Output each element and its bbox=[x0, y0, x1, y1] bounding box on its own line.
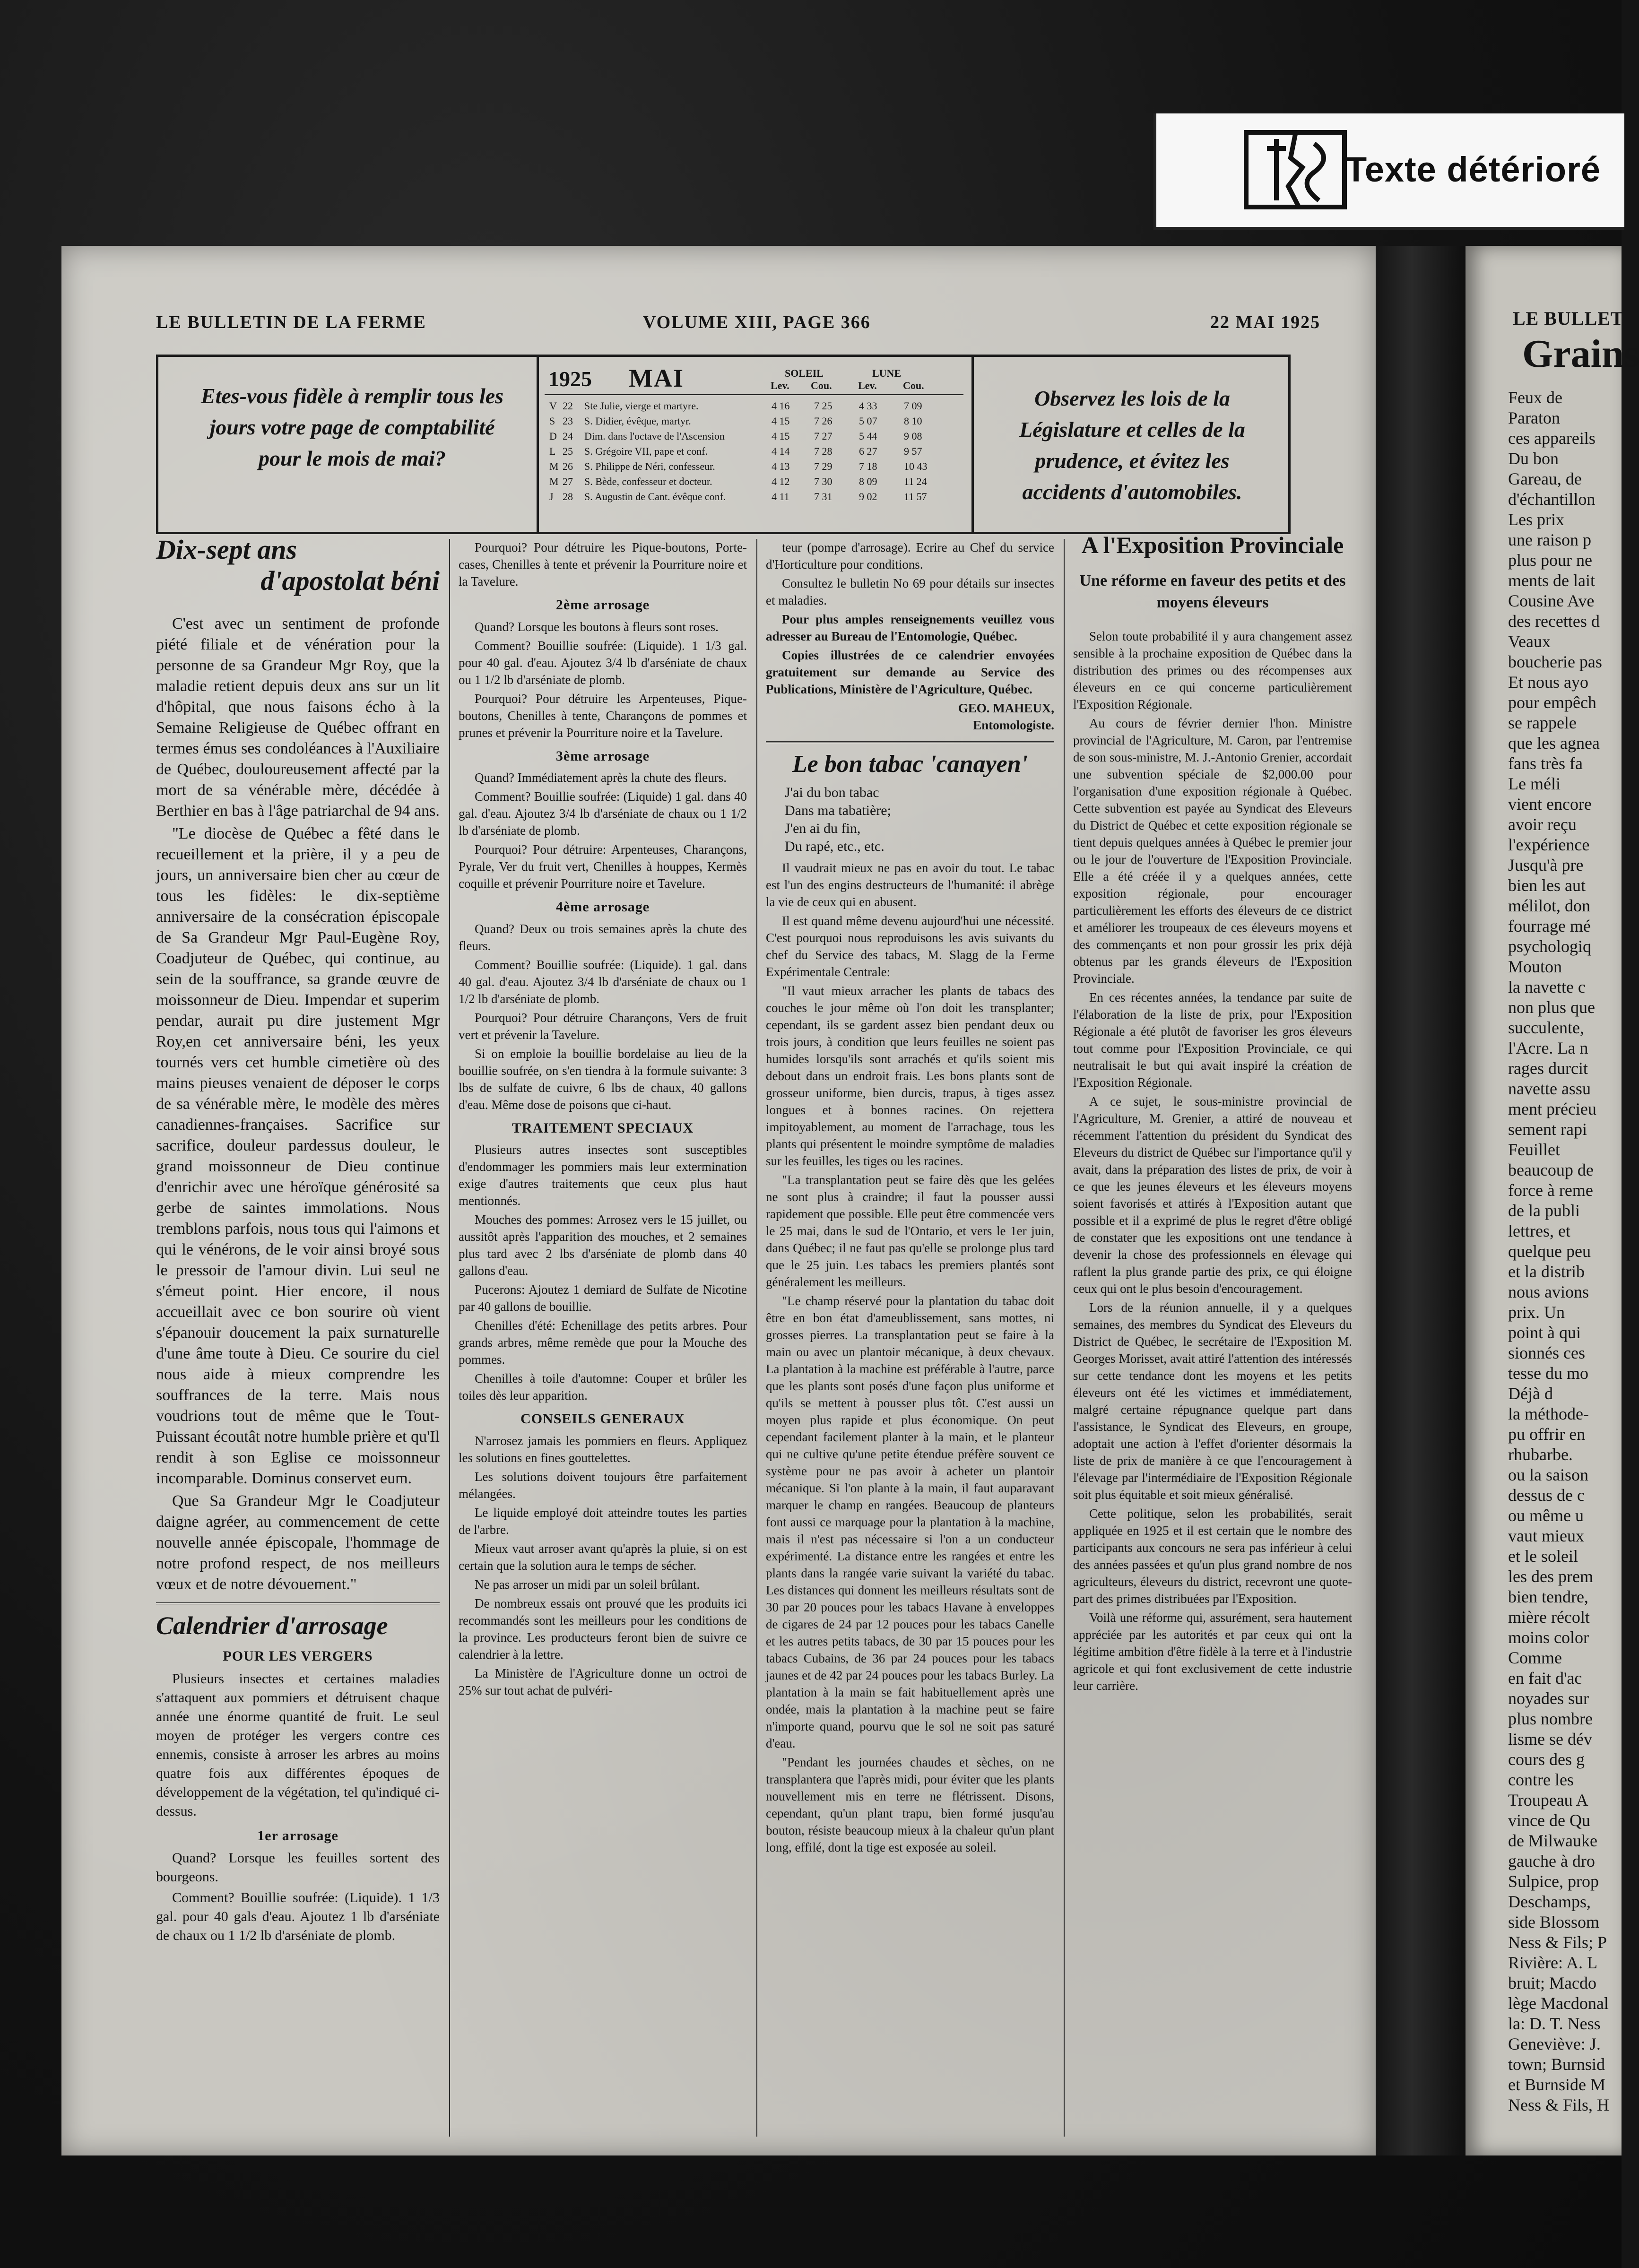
calendar-cell-sl: 4 11 bbox=[772, 491, 789, 502]
adjacent-page-line: non plus que bbox=[1508, 998, 1595, 1017]
adjacent-page-line: beaucoup de bbox=[1508, 1160, 1594, 1179]
arrosage-paragraph: Pourquoi? Pour détruire les Arpenteuses, Pique-boutons, Chenilles à tente, Charançons de pommes et prunes et prévenir la Pourriture noire et la Tavelure. bbox=[459, 691, 747, 740]
adjacent-page-line: Jusqu'à pre bbox=[1508, 856, 1584, 874]
adjacent-page-line: cours des g bbox=[1508, 1750, 1585, 1769]
calendar-cell-n: 24 bbox=[563, 430, 573, 442]
column-divider bbox=[449, 539, 450, 2137]
poem-line: J'ai du bon tabac bbox=[785, 785, 879, 800]
adjacent-page-line: contre les bbox=[1508, 1770, 1574, 1789]
calendar-soleil-heading: SOLEIL bbox=[785, 367, 824, 379]
adjacent-page-line: prix. Un bbox=[1508, 1303, 1565, 1322]
calendar-rule bbox=[545, 394, 963, 395]
calendar-cell-lc: 11 24 bbox=[904, 476, 927, 487]
calendar-cell-saint: Dim. dans l'octave de l'Ascension bbox=[584, 430, 725, 442]
adjacent-page-line: une raison p bbox=[1508, 530, 1591, 549]
subheading-1er-arrosage: 1er arrosage bbox=[257, 1827, 338, 1844]
adjacent-page-line: Du bon bbox=[1508, 449, 1559, 468]
entomology-paragraph: Consultez le bulletin No 69 pour détails sur insectes et maladies. bbox=[766, 576, 1054, 607]
adjacent-page-line: Les prix bbox=[1508, 510, 1564, 529]
calendar-cell-ll: 8 09 bbox=[859, 476, 877, 487]
subheading-traitement: TRAITEMENT SPECIAUX bbox=[512, 1120, 694, 1136]
calendar-cell-d: M bbox=[549, 476, 559, 487]
arrosage-paragraph: Quand? Deux ou trois semaines après la chute des fleurs. bbox=[459, 921, 747, 953]
adjacent-page-line: et le soleil bbox=[1508, 1547, 1578, 1566]
adjacent-page-line: town; Burnsid bbox=[1508, 2055, 1605, 2074]
torn-page-icon bbox=[1243, 130, 1347, 210]
calendar-row bbox=[545, 489, 965, 504]
adjacent-page-line: vince de Qu bbox=[1508, 1811, 1590, 1830]
calendar-lune-heading: LUNE bbox=[872, 367, 902, 379]
adjacent-page-line: Ness & Fils, H bbox=[1508, 2095, 1610, 2114]
calendar-cell-d: L bbox=[549, 445, 556, 457]
signature-title: Entomologiste. bbox=[973, 718, 1054, 732]
calendar-cell-saint: S. Augustin de Cant. évêque conf. bbox=[584, 491, 726, 502]
adjacent-page-line: Paraton bbox=[1508, 408, 1560, 427]
adjacent-page-line: pu offrir en bbox=[1508, 1425, 1586, 1444]
adjacent-page-line: dessus de c bbox=[1508, 1486, 1585, 1505]
tabac-paragraph: "Il vaut mieux arracher les plants de tabacs des couches le jour même où l'on doit les transplanter; cependant, ils se gardent assez bien pendant deux ou trois jours, à condition que leurs feuilles ne soient pas humides lorsqu'ils sont arrachés et qu'ils soient mis debout dans un endroit frais. Les bons plants sont de grosseur uniforme, bien durcis, trapus, à tiges assez longues et à bonnes racines. On rejettera impitoyablement, au moment de l'arrachage, tous les plants qui présentent le moindre symptôme de maladies sur les feuilles, les tiges ou les racines. bbox=[766, 984, 1054, 1168]
adjacent-page-line: de Milwauke bbox=[1508, 1831, 1597, 1850]
adjacent-page-line: Sulpice, prop bbox=[1508, 1872, 1599, 1891]
exposition-paragraph: Cette politique, selon les probabilités, serait appliquée en 1925 et il est certain que le nombre des participants aux concours ne sera pas inférieur à celui des années passées et qu'un plus grand nombre de nos agriculteurs, éleveurs du district, recevront une quote-part des primes distribuées par l'Exposition. bbox=[1073, 1506, 1352, 1606]
adjacent-page-line: Feuillet bbox=[1508, 1140, 1560, 1159]
adjacent-page-line: tesse du mo bbox=[1508, 1364, 1588, 1383]
header-publication: LE BULLETIN DE LA FERME bbox=[156, 312, 426, 332]
column-rule bbox=[766, 741, 1054, 743]
adjacent-page-line: sionnés ces bbox=[1508, 1343, 1585, 1362]
adjacent-page-line: ou même u bbox=[1508, 1506, 1584, 1525]
adjacent-page-line: des recettes d bbox=[1508, 612, 1600, 631]
adjacent-page-line: l'expérience bbox=[1508, 835, 1590, 854]
article-title-apostolat-2: d'apostolat béni bbox=[260, 565, 440, 596]
exposition-paragraph: Selon toute probabilité il y aura changement assez sensible à la prochaine exposition de Québec dans la distribution des primes ou des récompenses aux éleveurs en ce qui concerne particulièrement l'Exposition Régionale. bbox=[1073, 629, 1352, 711]
adjacent-page-line: Comme bbox=[1508, 1648, 1562, 1667]
calendar-cell-sl: 4 12 bbox=[772, 476, 790, 487]
adjacent-page-header: LE BULLET bbox=[1513, 308, 1624, 329]
calendar-cell-sc: 7 25 bbox=[814, 400, 833, 412]
column-2 bbox=[459, 539, 747, 1701]
calendar-cell-lc: 8 10 bbox=[904, 415, 922, 427]
adjacent-page-line: plus nombre bbox=[1508, 1709, 1593, 1728]
subheading-3eme-arrosage: 3ème arrosage bbox=[555, 748, 650, 764]
calendar-cell-n: 27 bbox=[563, 476, 573, 487]
calendar-cell-n: 26 bbox=[563, 460, 573, 472]
calendar-cell-lc: 9 08 bbox=[904, 430, 922, 442]
calendar-cell-d: M bbox=[549, 460, 559, 472]
adjacent-page-line: se rappele bbox=[1508, 713, 1577, 732]
calendar-cell-ll: 5 07 bbox=[859, 415, 877, 427]
adjacent-page-line: rhubarbe. bbox=[1508, 1445, 1573, 1464]
adjacent-page-line: moins color bbox=[1508, 1628, 1589, 1647]
calendar-cell-ll: 4 33 bbox=[859, 400, 877, 412]
adjacent-page-line: psychologiq bbox=[1508, 937, 1591, 956]
arrosage-paragraph: Mieux vaut arroser avant qu'après la pluie, si on est certain que la solution aura le temps de sécher. bbox=[459, 1541, 747, 1573]
calendar-cell-sl: 4 16 bbox=[772, 400, 790, 412]
adjacent-page-line: et la distrib bbox=[1508, 1262, 1585, 1281]
adjacent-page-line: nous avions bbox=[1508, 1282, 1589, 1301]
calendar-cell-ll: 5 44 bbox=[859, 430, 877, 442]
adjacent-page-line: mière récolt bbox=[1508, 1608, 1590, 1627]
adjacent-page-line: vient encore bbox=[1508, 795, 1592, 814]
arrosage-paragraph: La Ministère de l'Agriculture donne un octroi de 25% sur tout achat de pulvéri- bbox=[459, 1666, 747, 1697]
poem-line: J'en ai du fin, bbox=[785, 821, 861, 836]
adjacent-page-line: Déjà d bbox=[1508, 1384, 1553, 1403]
adjacent-page-line: Geneviève: J. bbox=[1508, 2034, 1601, 2053]
may-calendar bbox=[539, 357, 969, 532]
adjacent-page-line: les des prem bbox=[1508, 1567, 1593, 1586]
signature-name: GEO. MAHEUX, bbox=[958, 701, 1054, 715]
calendar-cell-sc: 7 26 bbox=[814, 415, 833, 427]
adjacent-page-line: boucherie pas bbox=[1508, 652, 1602, 671]
adjacent-page-line: la navette c bbox=[1508, 978, 1586, 996]
adjacent-page-line: lettres, et bbox=[1508, 1221, 1570, 1240]
arrosage-paragraph: Mouches des pommes: Arrosez vers le 15 juillet, ou aussitôt après l'apparition des mouches, et 2 semaines plus tard avec 2 lbs d'arséniate de plomb dans 40 gallons d'eau. bbox=[459, 1212, 747, 1278]
adjacent-page-line: avoir reçu bbox=[1508, 815, 1577, 834]
calendar-row bbox=[545, 429, 965, 444]
adjacent-page-line: Troupeau A bbox=[1508, 1791, 1588, 1809]
tabac-paragraph: Il est quand même devenu aujourd'hui une nécessité. C'est pourquoi nous reproduisons les avis suivants du chef du Service des tabacs, M. Slagg de la Ferme Expérimentale Centrale: bbox=[766, 914, 1054, 979]
arrosage-paragraph: Les solutions doivent toujours être parfaitement mélangées. bbox=[459, 1469, 747, 1501]
calendar-cell-lc: 10 43 bbox=[904, 460, 928, 472]
adjacent-page-line: fans très fa bbox=[1508, 754, 1583, 773]
calendar-cell-saint: Ste Julie, vierge et martyre. bbox=[584, 400, 699, 412]
calendar-cell-sc: 7 27 bbox=[814, 430, 833, 442]
arrosage-paragraph: Ne pas arroser un midi par un soleil brûlant. bbox=[475, 1577, 700, 1592]
calendar-cell-n: 22 bbox=[563, 400, 573, 412]
tabac-poem bbox=[785, 784, 1054, 856]
adjacent-page-line: bien les aut bbox=[1508, 876, 1586, 895]
adjacent-page-line: Mouton bbox=[1508, 957, 1562, 976]
adjacent-page-line: bien tendre, bbox=[1508, 1587, 1588, 1606]
apostolat-paragraph: "Le diocèse de Québec a fêté dans le recueillement et la prière, il y a peu de jours, un anniversaire bien cher au cœur de tous les fidèles: le dix-septième anniversaire de la consécration épiscopale de Sa Grandeur Mgr Paul-Eugène Roy, Coadjuteur de Québec, qui continue, au sein de la souffrance, sa grande œuvre de moissonneur de Dieu. Impendar et superim pendar, aurait pu dire justement Mgr Roy,en cet anniversaire béni, les yeux tournés vers cet humble cimetière où des mains pieuses venaient de déposer le corps de sa vénérable mère, le modèle des mères canadiennes-françaises. Sacrifice sur sacrifice, douleur pardessus douleur, le grand moissonneur de Dieu continue d'enrichir avec une héroïque générosité sa gerbe de saintes immolations. Nous tremblons parfois, nous tous qui l'aimons et qui le vénérons, de le voir ainsi broyé sous le pressoir de l'amour divin. Lui seul ne s'émeut point. Hier encore, il nous accueillait avec ce bon sourire où vient s'épanouir doucement la paix surnaturelle d'une âme toute à Dieu. Ce sourire du ciel nous aide à mieux comprendre les souffrances de la terre. Mais nous voudrions tout de même que le Tout-Puissant écoutât notre humble prière et qu'Il rendit à son Eglise ce moissonneur incomparable. Dominus conservet eum. bbox=[156, 825, 440, 1487]
top-banner bbox=[156, 355, 1291, 534]
calendar-cell-lc: 9 57 bbox=[904, 445, 922, 457]
adjacent-page-line: que les agnea bbox=[1508, 734, 1600, 753]
entomology-paragraph: Pour plus amples renseignements veuillez vous adresser au Bureau de l'Entomologie, Québec. bbox=[766, 612, 1054, 643]
header-volume: VOLUME XIII, PAGE 366 bbox=[643, 312, 871, 332]
deteriorated-text-stamp bbox=[1153, 113, 1624, 230]
calendar-cell-sl: 4 14 bbox=[772, 445, 790, 457]
adjacent-page-line: point à qui bbox=[1508, 1323, 1581, 1342]
adjacent-page-line: succulente, bbox=[1508, 1018, 1584, 1037]
arrosage-paragraph: Plusieurs autres insectes sont susceptibles d'endommager les pommiers mais leur extermination exige d'autres traitements que ceux plus haut mentionnés. bbox=[459, 1143, 747, 1208]
adjacent-page-line: quelque peu bbox=[1508, 1242, 1591, 1261]
calendar-row bbox=[545, 398, 965, 414]
adjacent-page-line: Gareau, de bbox=[1508, 469, 1582, 488]
poem-line: Du rapé, etc., etc. bbox=[785, 839, 885, 854]
calendar-cell-n: 25 bbox=[563, 445, 573, 457]
adjacent-page-line: ments de lait bbox=[1508, 571, 1595, 590]
calendar-cell-n: 23 bbox=[563, 415, 573, 427]
calendar-cell-lc: 7 09 bbox=[904, 400, 922, 412]
calendar-sub-lev-2: Lev. bbox=[858, 380, 877, 391]
calendar-cell-sl: 4 15 bbox=[772, 415, 790, 427]
adjacent-page-line: Le méli bbox=[1508, 774, 1561, 793]
calendar-cell-saint: S. Philippe de Néri, confesseur. bbox=[584, 460, 715, 472]
adjacent-page-title: Grains bbox=[1522, 332, 1639, 376]
article-title-apostolat-1: Dix-sept ans bbox=[156, 534, 297, 565]
calendar-year: 1925 bbox=[548, 367, 592, 391]
calendar-cell-sc: 7 29 bbox=[814, 460, 833, 472]
subheading-vergers: POUR LES VERGERS bbox=[223, 1648, 373, 1664]
reminder-box-left bbox=[158, 357, 539, 532]
adjacent-page-text bbox=[1508, 388, 1631, 2115]
apostolat-paragraph: Que Sa Grandeur Mgr le Coadjuteur daigne agréer, au commencement de cette nouvelle année épiscopale, l'hommage de notre profond respect, de nos meilleurs vœux et de notre dévouement." bbox=[156, 1492, 440, 1593]
adjacent-page-line: lisme se dév bbox=[1508, 1730, 1592, 1749]
adjacent-page-line: en fait d'ac bbox=[1508, 1669, 1582, 1688]
column-4 bbox=[1073, 529, 1352, 1696]
adjacent-page-line: navette assu bbox=[1508, 1079, 1591, 1098]
article-title-calendrier: Calendrier d'arrosage bbox=[156, 1611, 388, 1640]
calendar-cell-sc: 7 28 bbox=[814, 445, 833, 457]
poem-line: Dans ma tabatière; bbox=[785, 803, 891, 818]
subheading-2eme-arrosage: 2ème arrosage bbox=[555, 597, 650, 613]
adjacent-page-line: de la publi bbox=[1508, 1201, 1580, 1220]
column-divider bbox=[1064, 539, 1065, 2137]
calendar-cell-ll: 9 02 bbox=[859, 491, 877, 502]
newspaper-page bbox=[61, 246, 1376, 2155]
reminder-left-text: Etes-vous fidèle à remplir tous les jours votre page de comptabilité pour le mois de mai? bbox=[200, 384, 504, 470]
subheading-conseils: CONSEILS GENERAUX bbox=[520, 1411, 685, 1427]
adjacent-page-line: mélilot, don bbox=[1508, 896, 1590, 915]
calendrier-paragraph: Comment? Bouillie soufrée: (Liquide). 1 1/3 gal. pour 40 gals d'eau. Ajoutez 1 lb d'arséniate de chaux ou 1 1/2 lb d'arséniate de plomb. bbox=[156, 1890, 440, 1943]
adjacent-page-line: ces appareils bbox=[1508, 429, 1596, 448]
calendar-cell-saint: S. Grégoire VII, pape et conf. bbox=[584, 445, 708, 457]
article-title-tabac: Le bon tabac 'canayen' bbox=[792, 751, 1028, 778]
calendar-cell-ll: 7 18 bbox=[859, 460, 877, 472]
stamp-label: Texte détérioré bbox=[1345, 150, 1601, 189]
calendar-cell-saint: S. Bède, confesseur et docteur. bbox=[584, 476, 712, 487]
apostolat-paragraph: C'est avec un sentiment de profonde piété filiale et de vénération pour la personne de sa Grandeur Mgr Roy, que la maladie retient depuis deux ans sur un lit d'hôpital, que nous faisons écho à la Semaine Religieuse de Québec offrant en termes émus ses condoléances à l'Auxiliaire de Québec, douloureusement affecté par la mort de sa vénérable mère, décédée à Berthier en bas à l'âge patriarchal de 94 ans. bbox=[156, 615, 440, 820]
arrosage-paragraph: Pourquoi? Pour détruire les Pique-boutons, Porte-cases, Chenilles à tente et prévenir la Pourriture noire et la Tavelure. bbox=[459, 540, 747, 589]
calendar-sub-cou-2: Cou. bbox=[903, 380, 924, 391]
calendar-cell-ll: 6 27 bbox=[859, 445, 877, 457]
adjacent-page-line: rages durcit bbox=[1508, 1059, 1588, 1078]
adjacent-page-line: bruit; Macdo bbox=[1508, 1974, 1596, 1992]
exposition-paragraph: Voilà une réforme qui, assurément, sera hautement appréciée par les autorités et par ceux qui ont la légitime ambition d'être fidèle à la terre et à l'industrie agricole et qui font exclusivement de cette industrie leur carrière. bbox=[1073, 1610, 1352, 1693]
column-1 bbox=[156, 534, 440, 1947]
tabac-paragraph: "Le champ réservé pour la plantation du tabac doit être en bon état d'ameublissement, sans mottes, ni grosses pierres. La transplantation peut se faire à la main ou avec un plantoir mécanique, à deux chevaux. La plantation à la machine est préférable à l'autre, parce que les plants sont posés d'une façon plus uniforme et qu'ils se mettent à pousser plus tôt. C'est aussi un moyen plus rapide et plus économique. On peut cependant facilement planter à la main, et le planteur qui ne cultive qu'une petite étendue préfère souvent ce système pour ne pas avoir à acheter un plantoir mécanique. Si l'on plante à la main, il faut auparavant marquer le champ en rangées. Beaucoup de planteurs font aussi ce marquage pour la plantation à la machine, mais il n'est pas nécessaire si l'on a un conducteur expérimenté. La distance entre les rangées et entre les plants dans la rangée varie suivant la variété du tabac. Les distances qui donnent les meilleurs résultats sont de 30 par 20 pouces pour les tabacs Havane à enveloppes de cigares de 24 par 12 pouces pour les tabacs Canelle et les autres petits tabacs, de 30 par 15 pouces pour les tabacs Cubains, de 36 par 24 pouces pour les tabacs jaunes et de 42 par 24 pouces pour les tabacs Burley. La plantation à la main se fait habituellement après une ondée, mais la plantation à la machine peut se faire n'importe quand, pourvu que le sol ne soit pas saturé d'eau. bbox=[766, 1294, 1054, 1750]
arrosage-paragraph: Si on emploie la bouillie bordelaise au lieu de la bouillie soufrée, on s'en tiendra à la formule suivante: 3 lbs de sulfate de cuivre, 6 lbs de chaux, 40 gallons d'eau. Même dose de poisons que ci-haut. bbox=[459, 1046, 747, 1112]
adjacent-page-line: lège Macdonal bbox=[1508, 1994, 1609, 2013]
arrosage-paragraph: Quand? Immédiatement après la chute des fleurs. bbox=[475, 770, 727, 785]
exposition-paragraph: Lors de la réunion annuelle, il y a quelques semaines, des membres du Syndicat des Eleveurs du District de Québec, le secrétaire de l'Exposition M. Georges Morisset, avait attiré l'attention des intéressés sur cette tendance dont les moyens et les petits éleveurs ont été les victimes et immédiatement, malgré certaine répugnance quelque part dans l'assistance, le Syndicat des Eleveurs, en groupe, adoptait une action à l'effet d'orienter désormais la liste de prix de manière à ce que l'encouragement à l'élevage par l'intermédiaire de l'Exposition Régionale soit plus équitable et soit mieux généralisé. bbox=[1073, 1300, 1352, 1502]
calendar-cell-d: J bbox=[549, 491, 554, 502]
arrosage-paragraph: Quand? Lorsque les boutons à fleurs sont roses. bbox=[475, 619, 719, 634]
page-gutter bbox=[1376, 246, 1466, 2155]
adjacent-page-line: Deschamps, bbox=[1508, 1892, 1591, 1911]
calendrier-paragraph: Quand? Lorsque les feuilles sortent des bourgeons. bbox=[156, 1850, 440, 1885]
adjacent-page-line: pour empêch bbox=[1508, 693, 1596, 712]
adjacent-page-line: fourrage mé bbox=[1508, 917, 1591, 935]
reminder-right-text: Observez les lois de la Législature et celles de la prudence, et évitez les accidents d'automobiles. bbox=[1019, 386, 1245, 504]
adjacent-page-line: d'échantillon bbox=[1508, 490, 1596, 509]
calendar-sub-lev-1: Lev. bbox=[771, 380, 789, 391]
calendrier-paragraph: Plusieurs insectes et certaines maladies s'attaquent aux pommiers et détruisent chaque année une énorme quantité de fruit. Le seul moyen de protéger les vergers contre ces ennemis, consiste à arroser les arbres au moins quatre fois aux différentes époques de développement de la végétation, tel qu'indiqué ci-dessus. bbox=[156, 1671, 440, 1819]
calendar-row bbox=[545, 459, 965, 474]
calendar-cell-d: S bbox=[549, 415, 555, 427]
subheading-4eme-arrosage: 4ème arrosage bbox=[555, 899, 650, 915]
calendar-cell-sl: 4 13 bbox=[772, 460, 790, 472]
calendar-cell-saint: S. Didier, évêque, martyr. bbox=[584, 415, 691, 427]
adjacent-page-line: vaut mieux bbox=[1508, 1526, 1584, 1545]
adjacent-page-line: Veaux bbox=[1508, 632, 1551, 651]
adjacent-page-line: side Blossom bbox=[1508, 1913, 1600, 1931]
adjacent-page-line: la méthode- bbox=[1508, 1404, 1589, 1423]
arrosage-paragraph: Chenilles à toile d'automne: Couper et brûler les toiles dès leur apparition. bbox=[459, 1371, 747, 1402]
adjacent-page-line: et Burnside M bbox=[1508, 2075, 1605, 2094]
calendar-cell-d: D bbox=[549, 430, 557, 442]
calendar-cell-d: V bbox=[549, 400, 557, 412]
tabac-paragraph: "La transplantation peut se faire dès que les gelées ne sont plus à craindre; il faut la pousser aussi rapidement que possible. Elle peut être commencée vers le 25 mai, dans le sud de l'Ontario, et vers le 1er juin, dans Québec; il ne faut pas qu'elle se prolonge plus tard que le 25 juin. Les tabacs les premiers plantés sont généralement les meilleurs. bbox=[766, 1173, 1054, 1289]
entomology-paragraph: Copies illustrées de ce calendrier envoyées gratuitement sur demande au Service des Publications, Ministère de l'Agriculture, Québec. bbox=[766, 648, 1054, 696]
adjacent-page-line: sement rapi bbox=[1508, 1120, 1587, 1139]
exposition-paragraph: En ces récentes années, la tendance par suite de l'élaboration de la liste de prix, pour l'Exposition Régionale a été plutôt de favoriser les gros éleveurs tout comme pour l'Exposition Provinciale, ce qui neutralisait le but qui avait inspiré la création de l'Exposition Régionale. bbox=[1073, 990, 1352, 1090]
adjacent-page bbox=[1466, 246, 1639, 2155]
adjacent-page-line: Feux de bbox=[1508, 388, 1562, 407]
adjacent-page-line: force à reme bbox=[1508, 1181, 1593, 1200]
column-3 bbox=[766, 539, 1054, 1858]
calendar-row bbox=[545, 444, 965, 459]
calendar-row bbox=[545, 474, 965, 489]
arrosage-paragraph: Comment? Bouillie soufrée: (Liquide). 1 gal. dans 40 gal. d'eau. Ajoutez 3/4 lb d'arséniate de chaux ou 1 1/2 lb d'arséniate de plomb. bbox=[459, 957, 747, 1006]
adjacent-page-line: Et nous ayo bbox=[1508, 673, 1588, 692]
arrosage-paragraph: Comment? Bouillie soufrée: (Liquide). 1 1/3 gal. pour 40 gal. d'eau. Ajoutez 3/4 lb d'arséniate de chaux ou 1 1/2 lb d'arséniate de plomb. bbox=[459, 638, 747, 687]
arrosage-paragraph: Pucerons: Ajoutez 1 demiard de Sulfate de Nicotine par 40 gallons de bouillie. bbox=[459, 1282, 747, 1314]
arrosage-paragraph: Pourquoi? Pour détruire Charançons, Vers de fruit vert et prévenir la Tavelure. bbox=[459, 1010, 747, 1042]
arrosage-paragraph: Le liquide employé doit atteindre toutes les parties de l'arbre. bbox=[459, 1505, 747, 1537]
subtitle-exposition: Une réforme en faveur des petits et des moyens éleveurs bbox=[1079, 572, 1346, 611]
arrosage-paragraph: De nombreux essais ont prouvé que les produits ici recommandés sont les meilleurs pour les conditions de la province. Les producteurs feront bien de suivre ce calendrier à la lettre. bbox=[459, 1596, 747, 1662]
column-divider bbox=[756, 539, 757, 2137]
exposition-paragraph: A ce sujet, le sous-ministre provincial de l'Agriculture, M. Grenier, a attiré de nouveau et récemment l'attention du président du Syndicat des Eleveurs du district de Québec sur l'importance qu'il y avait, dans la préparation des listes de prix, de voir à ce que les jeunes éleveurs et les éleveurs moyens soient favorisés et attirés à l'Exposition autant que possible et il a exprimé de plus le regret d'être obligé de constater que les expositions ont une tendance à devenir la chose des professionnels en élevage qui raflent la plus grande partie des prix, ce qui éloigne ceux qui ont le plus besoin d'encouragement. bbox=[1073, 1094, 1352, 1296]
adjacent-page-line: gauche à dro bbox=[1508, 1852, 1595, 1870]
calendar-month: MAI bbox=[629, 364, 684, 392]
calendar-cell-n: 28 bbox=[563, 491, 573, 502]
adjacent-page-line: Cousine Ave bbox=[1508, 591, 1595, 610]
exposition-paragraph: Au cours de février dernier l'hon. Ministre provincial de l'Agriculture, M. Caron, par l'entremise de son sous-ministre, M. J.-Antonio Grenier, accordait une subvention spéciale de $2,000.00 pour l'organisation d'une exposition régionale à Québec. Cette subvention est payée au Syndicat des Eleveurs du District de Québec et cette exposition régionale se tient depuis quelques années à Québec le premier jour ou le jour de l'ouverture de l'Exposition Provinciale. Elle a été créée il y a quelques années, cette exposition régionale, pour encourager particulièrement les efforts des éleveurs de ce district et améliorer les troupeaux de ces éleveurs moyens et des commençants et non pour grossir les prix déjà obtenus par les grands éleveurs de l'Exposition Provinciale. bbox=[1073, 716, 1352, 986]
tabac-paragraph: "Pendant les journées chaudes et sèches, on ne transplantera que l'après midi, pour éviter que les plants nouvellement mis en terre ne flétrissent. Disons, cependant, qu'un plant trapu, bien formé jusqu'au bouton, résiste beaucoup mieux à la chaleur qu'un plant long, effilé, dont la tige est exposée au soleil. bbox=[766, 1755, 1054, 1854]
adjacent-page-line: l'Acre. La n bbox=[1508, 1039, 1588, 1057]
calendar-cell-sc: 7 31 bbox=[814, 491, 833, 502]
header-date: 22 MAI 1925 bbox=[1210, 312, 1321, 332]
calendar-row bbox=[545, 414, 965, 429]
article-title-exposition: A l'Exposition Provinciale bbox=[1081, 532, 1344, 558]
arrosage-paragraph: Pourquoi? Pour détruire: Arpenteuses, Charançons, Pyrale, Ver du fruit vert, Chenilles à houppes, Kermès coquille et prévenir Pourriture noire et Tavelure. bbox=[459, 842, 747, 891]
calendar-cell-sl: 4 15 bbox=[772, 430, 790, 442]
adjacent-page-line: Ness & Fils; P bbox=[1508, 1933, 1607, 1952]
calendar-cell-sc: 7 30 bbox=[814, 476, 833, 487]
adjacent-page-line: la: D. T. Ness bbox=[1508, 2014, 1601, 2033]
column-rule bbox=[156, 1602, 440, 1604]
entomology-paragraph: teur (pompe d'arrosage). Ecrire au Chef du service d'Horticulture pour conditions. bbox=[766, 540, 1054, 571]
arrosage-paragraph: N'arrosez jamais les pommiers en fleurs. Appliquez les solutions en fines gouttelettes. bbox=[459, 1433, 747, 1465]
calendar-cell-lc: 11 57 bbox=[904, 491, 927, 502]
arrosage-paragraph: Chenilles d'été: Echenillage des petits arbres. Pour grands arbres, même remède que pour la Mouche des pommes. bbox=[459, 1318, 747, 1367]
reminder-box-right bbox=[971, 357, 1291, 532]
calendar-sub-cou-1: Cou. bbox=[811, 380, 832, 391]
adjacent-page-line: ou la saison bbox=[1508, 1465, 1588, 1484]
tabac-paragraph: Il vaudrait mieux ne pas en avoir du tout. Le tabac est l'un des engins destructeurs de l'humanité: il abrège la vie de ceux qui en abusent. bbox=[766, 861, 1054, 909]
adjacent-page-line: noyades sur bbox=[1508, 1689, 1589, 1708]
adjacent-page-line: Rivière: A. L bbox=[1508, 1953, 1597, 1972]
adjacent-page-line: plus pour ne bbox=[1508, 551, 1592, 570]
adjacent-page-line: ment précieu bbox=[1508, 1099, 1596, 1118]
calendar-rows bbox=[545, 398, 965, 504]
arrosage-paragraph: Comment? Bouillie soufrée: (Liquide) 1 gal. dans 40 gal. d'eau. Ajoutez 3/4 lb d'arséniate de chaux ou 1 1/2 lb d'arséniate de plomb. bbox=[459, 789, 747, 838]
